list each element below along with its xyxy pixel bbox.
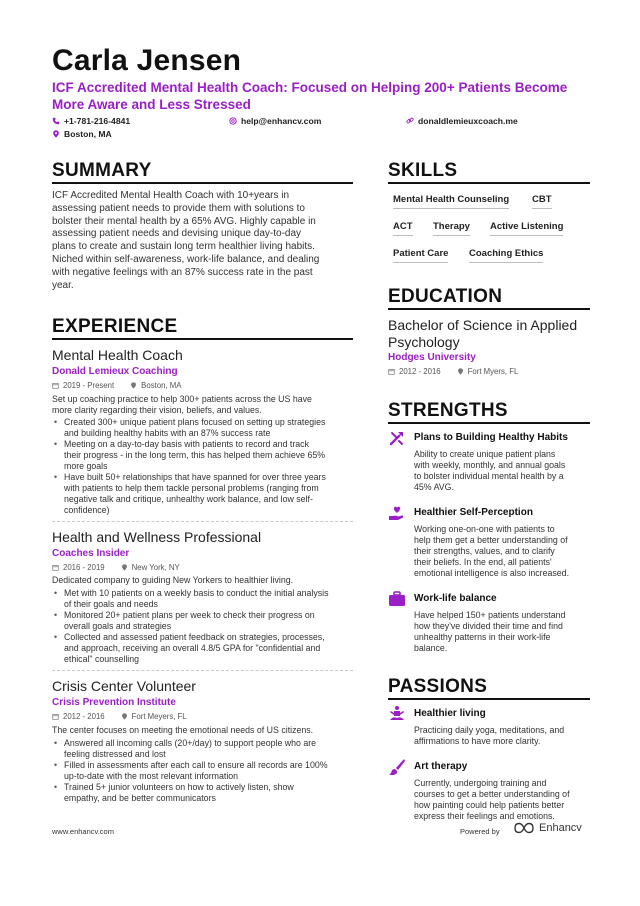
- job-description: The center focuses on meeting the emotional needs of US citizens.: [52, 725, 314, 735]
- list-item: • Have built 50+ relationships that have spanned for over three years with patients to help them tackle personal problems (ranging from negative talk and critique, unhealthy work balance, and low self- confidence): [52, 472, 357, 516]
- skill-tag: Mental Health Counseling: [393, 194, 509, 209]
- yoga-icon: [388, 705, 406, 723]
- list-item: • Met with 10 patients on a weekly basis to conduct the initial analysis of their goals and needs: [52, 588, 357, 610]
- website-text: donaldlemieuxcoach.me: [418, 116, 518, 126]
- headline: ICF Accredited Mental Health Coach: Focused on Helping 200+ Patients Become More Aware and Less Stressed: [52, 80, 568, 112]
- strength-description: Have helped 150+ patients understand how they've divided their time and find unhealthy patterns in their work-life balance.: [414, 610, 566, 653]
- strength-title: Plans to Building Healthy Habits: [414, 432, 568, 443]
- skill-tag: CBT: [532, 194, 552, 209]
- phone-icon: [52, 117, 60, 125]
- education-heading: EDUCATION: [388, 286, 503, 307]
- location-pin-icon: [121, 713, 128, 720]
- list-item: • Answered all incoming calls (20+/day) to support people who are feeling distressed and lost: [52, 738, 357, 760]
- location-text: Boston, MA: [64, 129, 112, 139]
- list-item: • Meeting on a day-to-day basis with patients to record and track their progress - in the long term, this has helped them achieve 65% more goals: [52, 439, 357, 472]
- list-item: • Filled in assessments after each call to ensure all records are 100% up-to-date with the most relevant information: [52, 760, 357, 782]
- summary-text: ICF Accredited Mental Health Coach with 10+years in assessing patient needs to provide them with solutions to bolster their mental health by a 65% AVG. Highly capable in assessing patient needs and devising unique day-to-day plans to create and sustain long term healthier living habits. Niched within self-awareness, work-life balance, and dealing with negative feelings with an 87% success rate in the past year.: [52, 190, 320, 291]
- summary-heading: SUMMARY: [52, 160, 152, 181]
- job-meta: 2019 - Present Boston, MA: [52, 381, 181, 390]
- contact-website[interactable]: [406, 116, 518, 126]
- location-pin-icon: [52, 130, 60, 138]
- experience-heading: EXPERIENCE: [52, 316, 178, 337]
- strength-description: Working one-on-one with patients to help them get a better understanding of their strengths, values, and to clarify their beliefs. In the end, all patients' emotional intelligence is also increased.: [414, 524, 570, 578]
- job-meta: 2016 - 2019 New York, NY: [52, 563, 180, 572]
- skill-tag: ACT: [393, 221, 413, 236]
- email-text: help@enhancv.com: [241, 116, 322, 126]
- job-bullets: [52, 417, 357, 516]
- job-company: Donald Lemieux Coaching: [52, 366, 178, 377]
- calendar-icon: [52, 564, 59, 571]
- divider: [52, 521, 353, 522]
- job-title: Mental Health Coach: [52, 347, 183, 363]
- enhancv-logo-icon: [513, 822, 535, 834]
- job-bullets: [52, 738, 357, 804]
- brand-name: Enhancv: [539, 822, 582, 834]
- list-item: • Trained 5+ junior volunteers on how to actively listen, show empathy, and be better communicators: [52, 782, 357, 804]
- tools-icon: [388, 429, 406, 447]
- job-bullets: [52, 588, 357, 665]
- passion-description: Currently, undergoing training and courses to get a better understanding of how painting could help patients better express their feelings and emotions.: [414, 778, 570, 821]
- experience-rule: [52, 338, 353, 340]
- paintbrush-icon: [388, 758, 406, 776]
- strengths-rule: [388, 422, 590, 424]
- strength-description: Ability to create unique patient plans with weekly, monthly, and annual goals to bolster individual mental health by a 45% AVG.: [414, 449, 566, 492]
- strengths-heading: STRENGTHS: [388, 400, 508, 421]
- summary-rule: [52, 182, 353, 184]
- brand-logo[interactable]: [513, 822, 582, 834]
- education-degree: Bachelor of Science in Applied Psychology: [388, 317, 578, 350]
- powered-by-label: Powered by: [460, 827, 500, 836]
- skill-tag: Therapy: [433, 221, 470, 236]
- job-company: Crisis Prevention Institute: [52, 697, 176, 708]
- job-title: Crisis Center Volunteer: [52, 678, 196, 694]
- hand-heart-icon: [388, 504, 406, 522]
- divider: [52, 670, 353, 671]
- calendar-icon: [52, 713, 59, 720]
- location-pin-icon: [121, 564, 128, 571]
- passion-title: Healthier living: [414, 708, 486, 719]
- contact-email[interactable]: [229, 116, 321, 126]
- job-description: Set up coaching practice to help 300+ patients across the US have more clarity regarding their vision, beliefs, and values.: [52, 394, 312, 415]
- education-school: Hodges University: [388, 352, 476, 363]
- briefcase-icon: [388, 590, 406, 608]
- list-item: • Monitored 20+ patient plans per week to check their progress on overall goals and strategies: [52, 610, 357, 632]
- skill-tag: Coaching Ethics: [469, 248, 543, 263]
- strength-title: Work-life balance: [414, 593, 497, 604]
- contact-location: [52, 129, 112, 139]
- job-description: Dedicated company to guiding New Yorkers to healthier living.: [52, 575, 294, 585]
- skill-tag: Patient Care: [393, 248, 448, 263]
- passion-title: Art therapy: [414, 761, 468, 772]
- candidate-name: Carla Jensen: [52, 44, 242, 77]
- job-title: Health and Wellness Professional: [52, 529, 262, 545]
- job-company: Coaches Insider: [52, 548, 130, 559]
- list-item: • Created 300+ unique patient plans focused on setting up strategies and building healthy habits with an 87% success rate: [52, 417, 357, 439]
- job-meta: 2012 - 2016 Fort Meyers, FL: [52, 712, 187, 721]
- skills-heading: SKILLS: [388, 160, 458, 181]
- at-icon: [229, 117, 237, 125]
- strength-title: Healthier Self-Perception: [414, 507, 533, 518]
- education-meta: 2012 - 2016 Fort Myers, FL: [388, 367, 518, 376]
- calendar-icon: [52, 382, 59, 389]
- link-icon: [406, 117, 414, 125]
- phone-text: +1-781-216-4841: [64, 116, 131, 126]
- list-item: • Collected and assessed patient feedback on strategies, processes, and approach, receiving an overall 4.8/5 GPA for "confidential and ethical" counselling: [52, 632, 357, 665]
- contact-phone[interactable]: [52, 116, 130, 126]
- location-pin-icon: [130, 382, 137, 389]
- passions-rule: [388, 698, 590, 700]
- education-rule: [388, 308, 590, 310]
- passion-description: Practicing daily yoga, meditations, and affirmations to have more clarity.: [414, 725, 565, 746]
- passions-heading: PASSIONS: [388, 676, 488, 697]
- skill-tag: Active Listening: [490, 221, 563, 236]
- location-pin-icon: [457, 368, 464, 375]
- skills-rule: [388, 182, 590, 184]
- calendar-icon: [388, 368, 395, 375]
- footer-website[interactable]: www.enhancv.com: [52, 827, 114, 836]
